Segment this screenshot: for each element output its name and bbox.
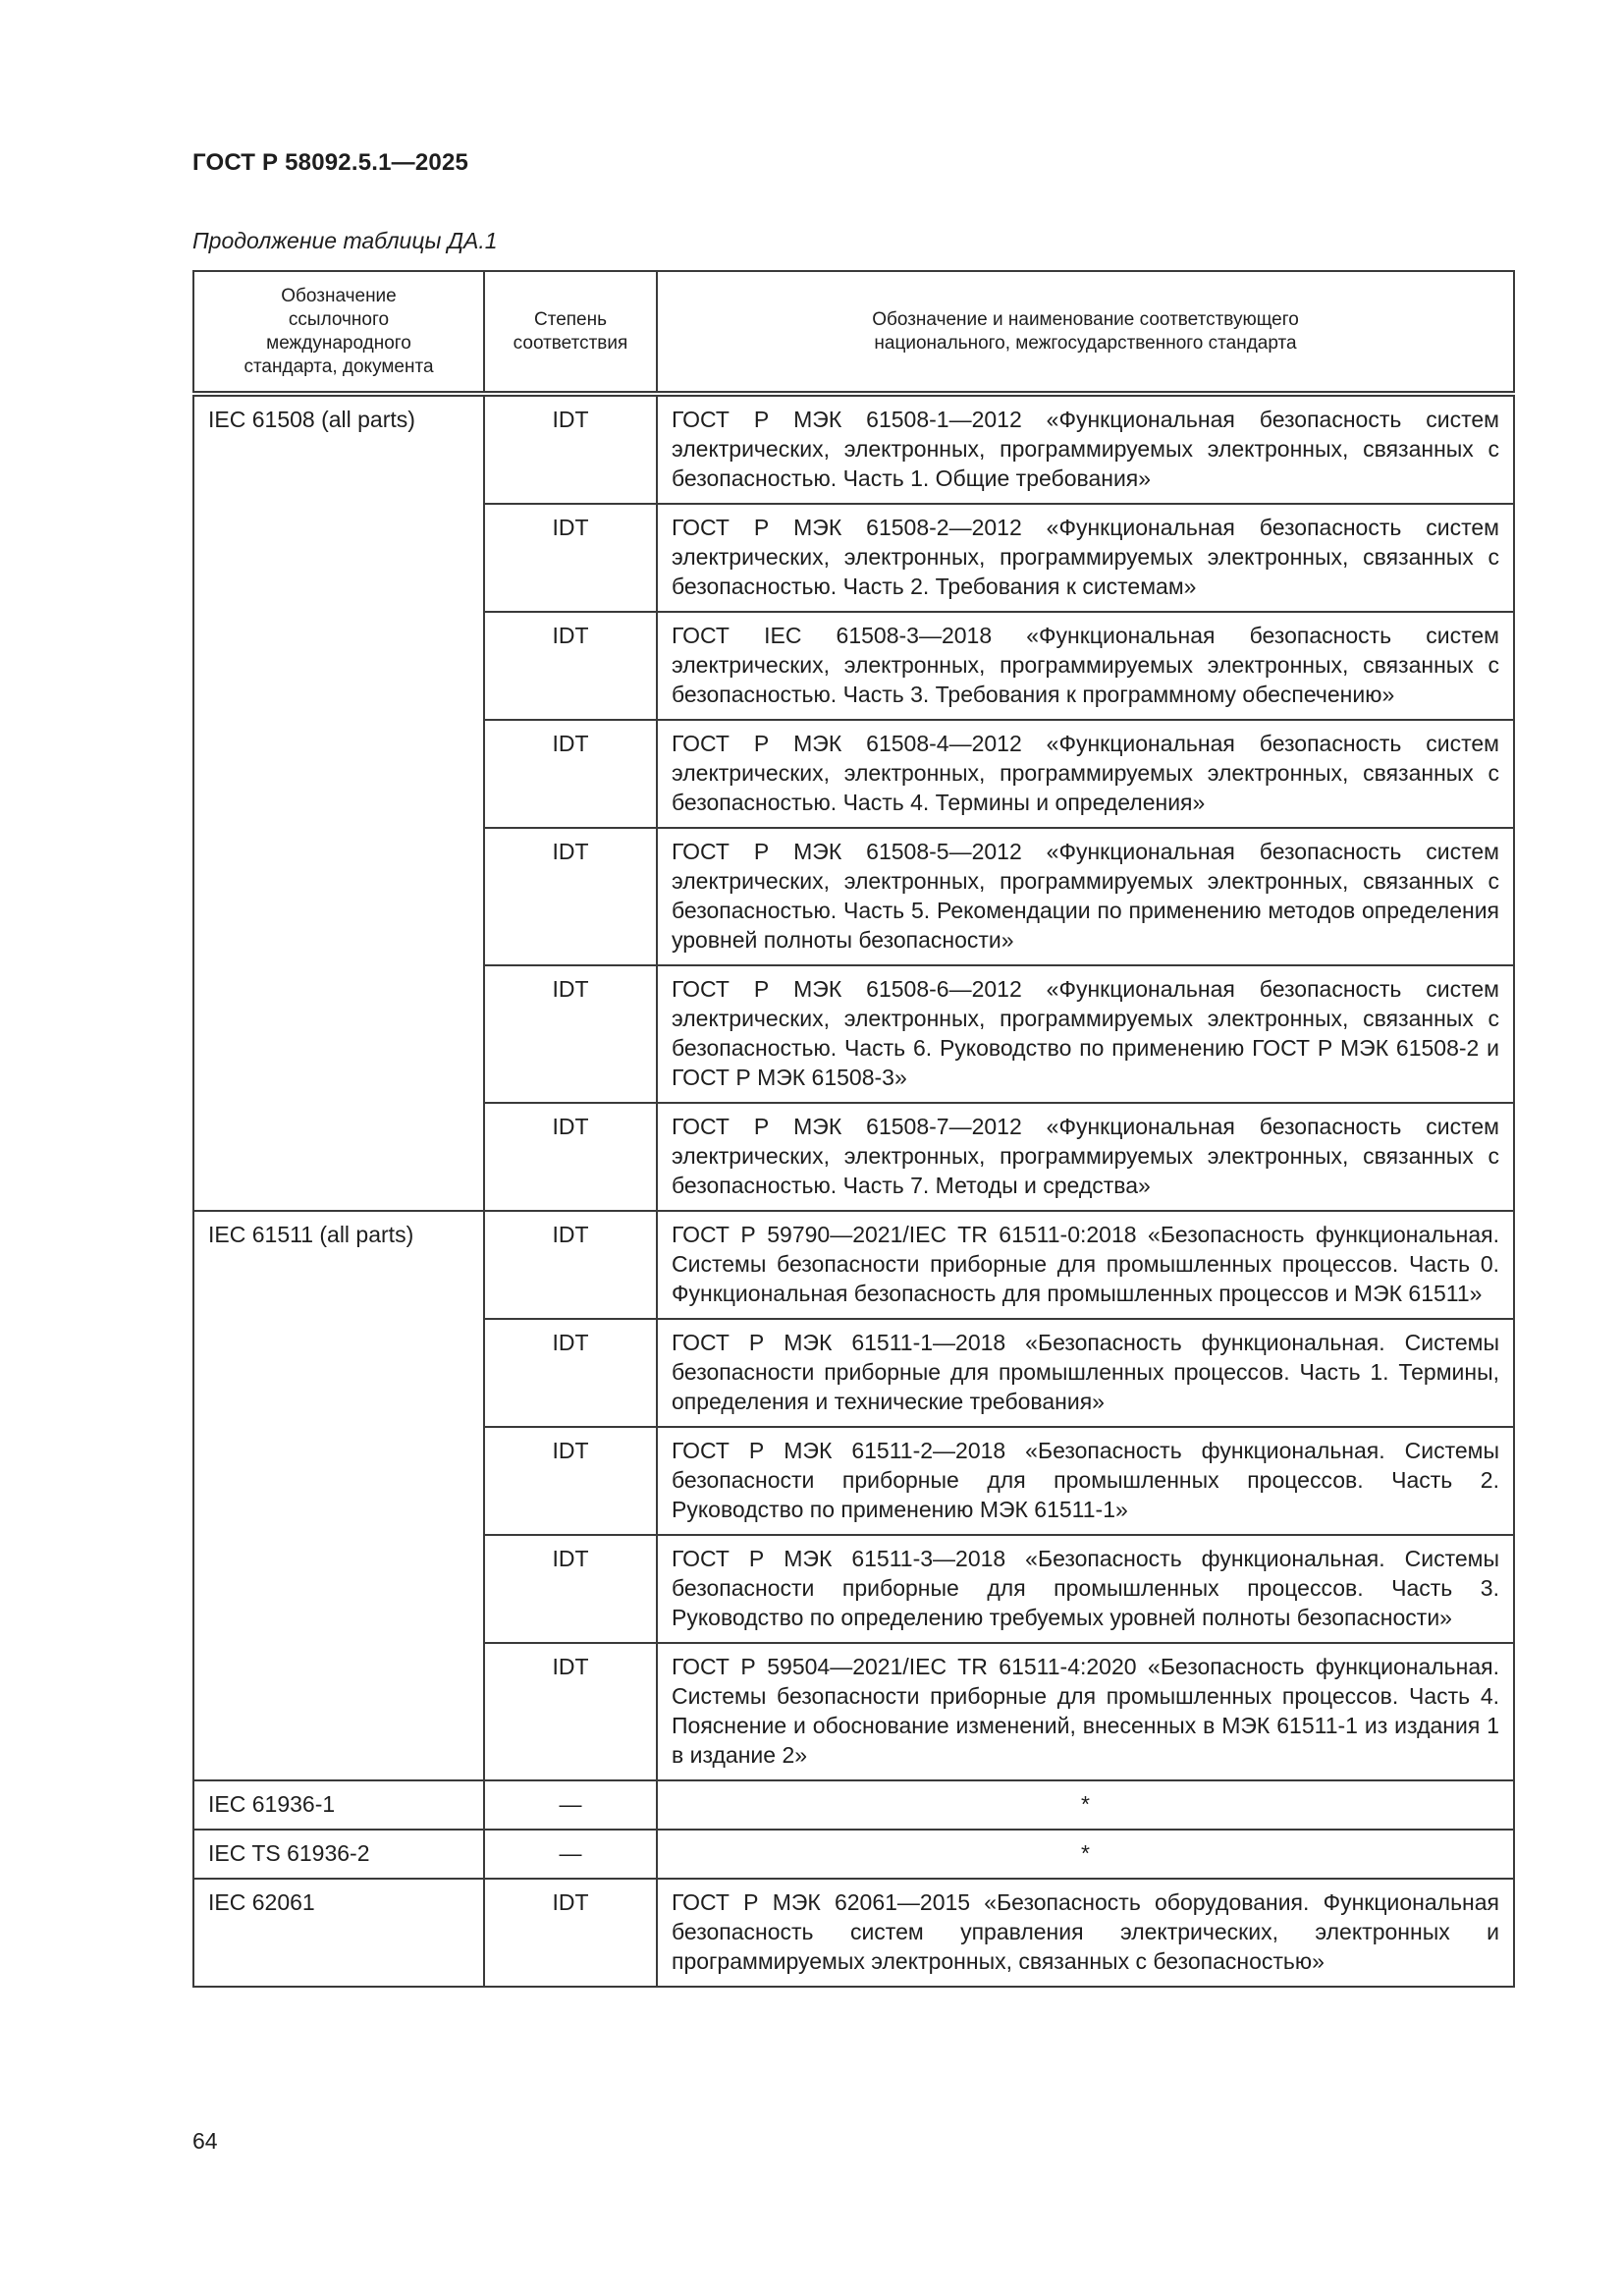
national-standard-cell: ГОСТ Р МЭК 61508-2—2012 «Функциональная безопасность систем электрических, электронных, программируемых электронных, связанных с безопасностью. Часть 2. Требования к системам» [657, 504, 1514, 612]
table-row [193, 1830, 1514, 1879]
conformity-degree-cell: IDT [484, 1319, 657, 1427]
reference-standard-cell: IEC 61508 (all parts) [193, 394, 484, 1211]
national-standard-cell: ГОСТ Р МЭК 61508-4—2012 «Функциональная безопасность систем электрических, электронных, программируемых электронных, связанных с безопасностью. Часть 4. Термины и определения» [657, 720, 1514, 828]
conformity-degree-cell: IDT [484, 720, 657, 828]
national-standard-cell: ГОСТ IEC 61508-3—2018 «Функциональная безопасность систем электрических, электронных, программируемых электронных, связанных с безопасностью. Часть 3. Требования к программному обеспечению» [657, 612, 1514, 720]
reference-standard-cell: IEC 62061 [193, 1879, 484, 1987]
national-standard-cell: * [657, 1780, 1514, 1830]
reference-standard-cell: IEC 61511 (all parts) [193, 1211, 484, 1780]
national-standard-cell: ГОСТ Р МЭК 61511-3—2018 «Безопасность функциональная. Системы безопасности приборные для промышленных процессов. Часть 3. Руководство по определению требуемых уровней полноты безопасности» [657, 1535, 1514, 1643]
national-standard-cell: ГОСТ Р МЭК 61508-5—2012 «Функциональная безопасность систем электрических, электронных, программируемых электронных, связанных с безопасностью. Часть 5. Рекомендации по применению методов определения уровней полноты безопасности» [657, 828, 1514, 965]
conformity-degree-cell: IDT [484, 965, 657, 1103]
table-header [193, 271, 1514, 394]
conformity-degree-cell: IDT [484, 1427, 657, 1535]
table-row [193, 1211, 1514, 1319]
conformity-degree-cell: IDT [484, 1535, 657, 1643]
column-header-reference: Обозначение ссылочного международного стандарта, документа [193, 271, 484, 394]
national-standard-cell: ГОСТ Р МЭК 61508-1—2012 «Функциональная безопасность систем электрических, электронных, программируемых электронных, связанных с безопасностью. Часть 1. Общие требования» [657, 394, 1514, 504]
document-code: ГОСТ Р 58092.5.1—2025 [192, 149, 469, 176]
conformity-degree-cell: — [484, 1830, 657, 1879]
table-row [193, 1879, 1514, 1987]
conformity-degree-cell: IDT [484, 1879, 657, 1987]
conformity-degree-cell: IDT [484, 828, 657, 965]
standards-table [192, 270, 1515, 1988]
table-caption: Продолжение таблицы ДА.1 [192, 228, 498, 253]
table-body [193, 394, 1514, 1987]
conformity-degree-cell: — [484, 1780, 657, 1830]
conformity-degree-cell: IDT [484, 504, 657, 612]
column-header-degree: Степень соответствия [484, 271, 657, 394]
national-standard-cell: ГОСТ Р МЭК 61511-1—2018 «Безопасность функциональная. Системы безопасности приборные для промышленных процессов. Часть 1. Термины, определения и технические требования» [657, 1319, 1514, 1427]
national-standard-cell: ГОСТ Р МЭК 61511-2—2018 «Безопасность функциональная. Системы безопасности приборные для промышленных процессов. Часть 2. Руководство по применению МЭК 61511-1» [657, 1427, 1514, 1535]
table-row [193, 394, 1514, 504]
national-standard-cell: ГОСТ Р 59790—2021/IEC TR 61511-0:2018 «Безопасность функциональная. Системы безопасности приборные для промышленных процессов. Часть 0. Функциональная безопасность для промышленных процессов и МЭК 61511» [657, 1211, 1514, 1319]
reference-standard-cell: IEC TS 61936-2 [193, 1830, 484, 1879]
page-number: 64 [192, 2128, 218, 2154]
column-header-national: Обозначение и наименование соответствующего национального, межгосударственного стандарта [657, 271, 1514, 394]
conformity-degree-cell: IDT [484, 394, 657, 504]
conformity-degree-cell: IDT [484, 1643, 657, 1780]
table-row [193, 1780, 1514, 1830]
conformity-degree-cell: IDT [484, 1211, 657, 1319]
reference-standard-cell: IEC 61936-1 [193, 1780, 484, 1830]
conformity-degree-cell: IDT [484, 612, 657, 720]
conformity-degree-cell: IDT [484, 1103, 657, 1211]
national-standard-cell: ГОСТ Р МЭК 61508-7—2012 «Функциональная безопасность систем электрических, электронных, программируемых электронных, связанных с безопасностью. Часть 7. Методы и средства» [657, 1103, 1514, 1211]
national-standard-cell: ГОСТ Р МЭК 62061—2015 «Безопасность оборудования. Функциональная безопасность систем управления электрических, электронных и программируемых электронных, связанных с безопасностью» [657, 1879, 1514, 1987]
national-standard-cell: ГОСТ Р 59504—2021/IEC TR 61511-4:2020 «Безопасность функциональная. Системы безопасности приборные для промышленных процессов. Часть 4. Пояснение и обоснование изменений, внесенных в МЭК 61511-1 из издания 1 в издание 2» [657, 1643, 1514, 1780]
national-standard-cell: * [657, 1830, 1514, 1879]
national-standard-cell: ГОСТ Р МЭК 61508-6—2012 «Функциональная безопасность систем электрических, электронных, программируемых электронных, связанных с безопасностью. Часть 6. Руководство по применению ГОСТ Р МЭК 61508-2 и ГОСТ Р МЭК 61508-3» [657, 965, 1514, 1103]
